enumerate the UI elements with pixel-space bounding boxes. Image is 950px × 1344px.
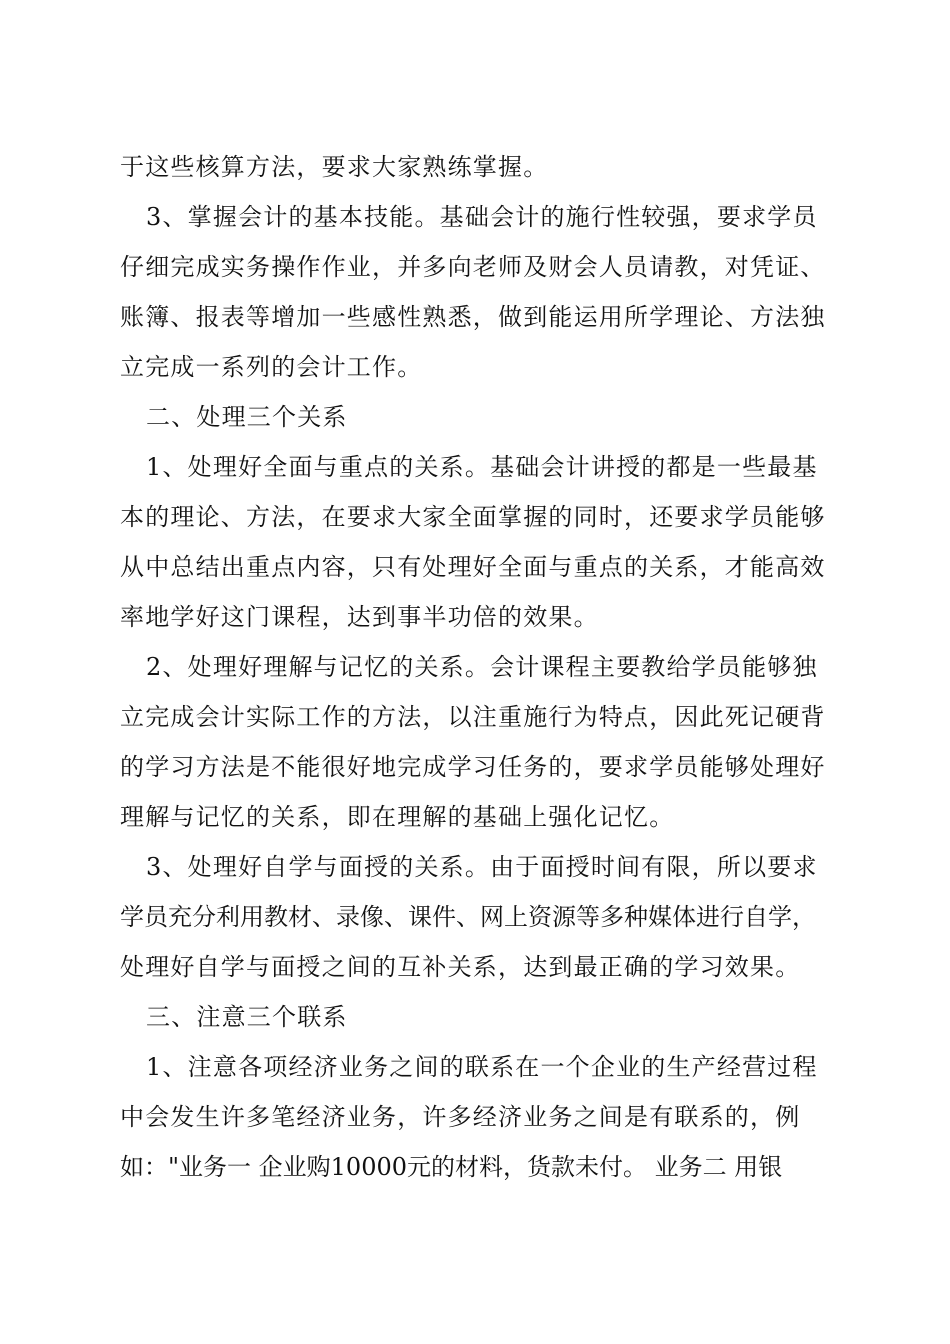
- paragraph-first-line: 1、处理好全面与重点的关系。基础会计讲授的都是一些最基: [146, 453, 818, 481]
- paragraph-first-line: 2、处理好理解与记忆的关系。会计课程主要教给学员能够独: [146, 653, 818, 681]
- section-heading: 二、处理三个关系: [146, 403, 348, 431]
- text-line: 处理好自学与面授之间的互补关系，达到最正确的学习效果。: [120, 953, 801, 981]
- text-line: 理解与记忆的关系，即在理解的基础上强化记忆。: [120, 803, 675, 831]
- text-line: 中会发生许多笔经济业务，许多经济业务之间是有联系的，例: [120, 1103, 801, 1131]
- text-line: 立完成一系列的会计工作。: [120, 353, 423, 381]
- text-line: 的学习方法是不能很好地完成学习任务的，要求学员能够处理好: [120, 753, 826, 781]
- section-heading: 三、注意三个联系: [146, 1003, 348, 1031]
- text-line: 于这些核算方法，要求大家熟练掌握。: [120, 153, 549, 181]
- text-line: 率地学好这门课程，达到事半功倍的效果。: [120, 603, 599, 631]
- paragraph-first-line: 3、掌握会计的基本技能。基础会计的施行性较强，要求学员: [146, 203, 818, 231]
- text-line: 学员充分利用教材、录像、课件、网上资源等多种媒体进行自学，: [120, 903, 816, 931]
- text-line: 账簿、报表等增加一些感性熟悉，做到能运用所学理论、方法独: [120, 303, 826, 331]
- text-line: 本的理论、方法，在要求大家全面掌握的同时，还要求学员能够: [120, 503, 826, 531]
- text-line: 如："业务一 企业购10000元的材料，货款未付。 业务二 用银: [120, 1153, 783, 1181]
- paragraph-first-line: 3、处理好自学与面授的关系。由于面授时间有限，所以要求: [146, 853, 818, 881]
- text-line: 仔细完成实务操作作业，并多向老师及财会人员请教，对凭证、: [120, 253, 826, 281]
- text-line: 从中总结出重点内容，只有处理好全面与重点的关系，才能高效: [120, 553, 826, 581]
- paragraph-first-line: 1、注意各项经济业务之间的联系在一个企业的生产经营过程: [146, 1053, 818, 1081]
- text-line: 立完成会计实际工作的方法，以注重施行为特点，因此死记硬背: [120, 703, 826, 731]
